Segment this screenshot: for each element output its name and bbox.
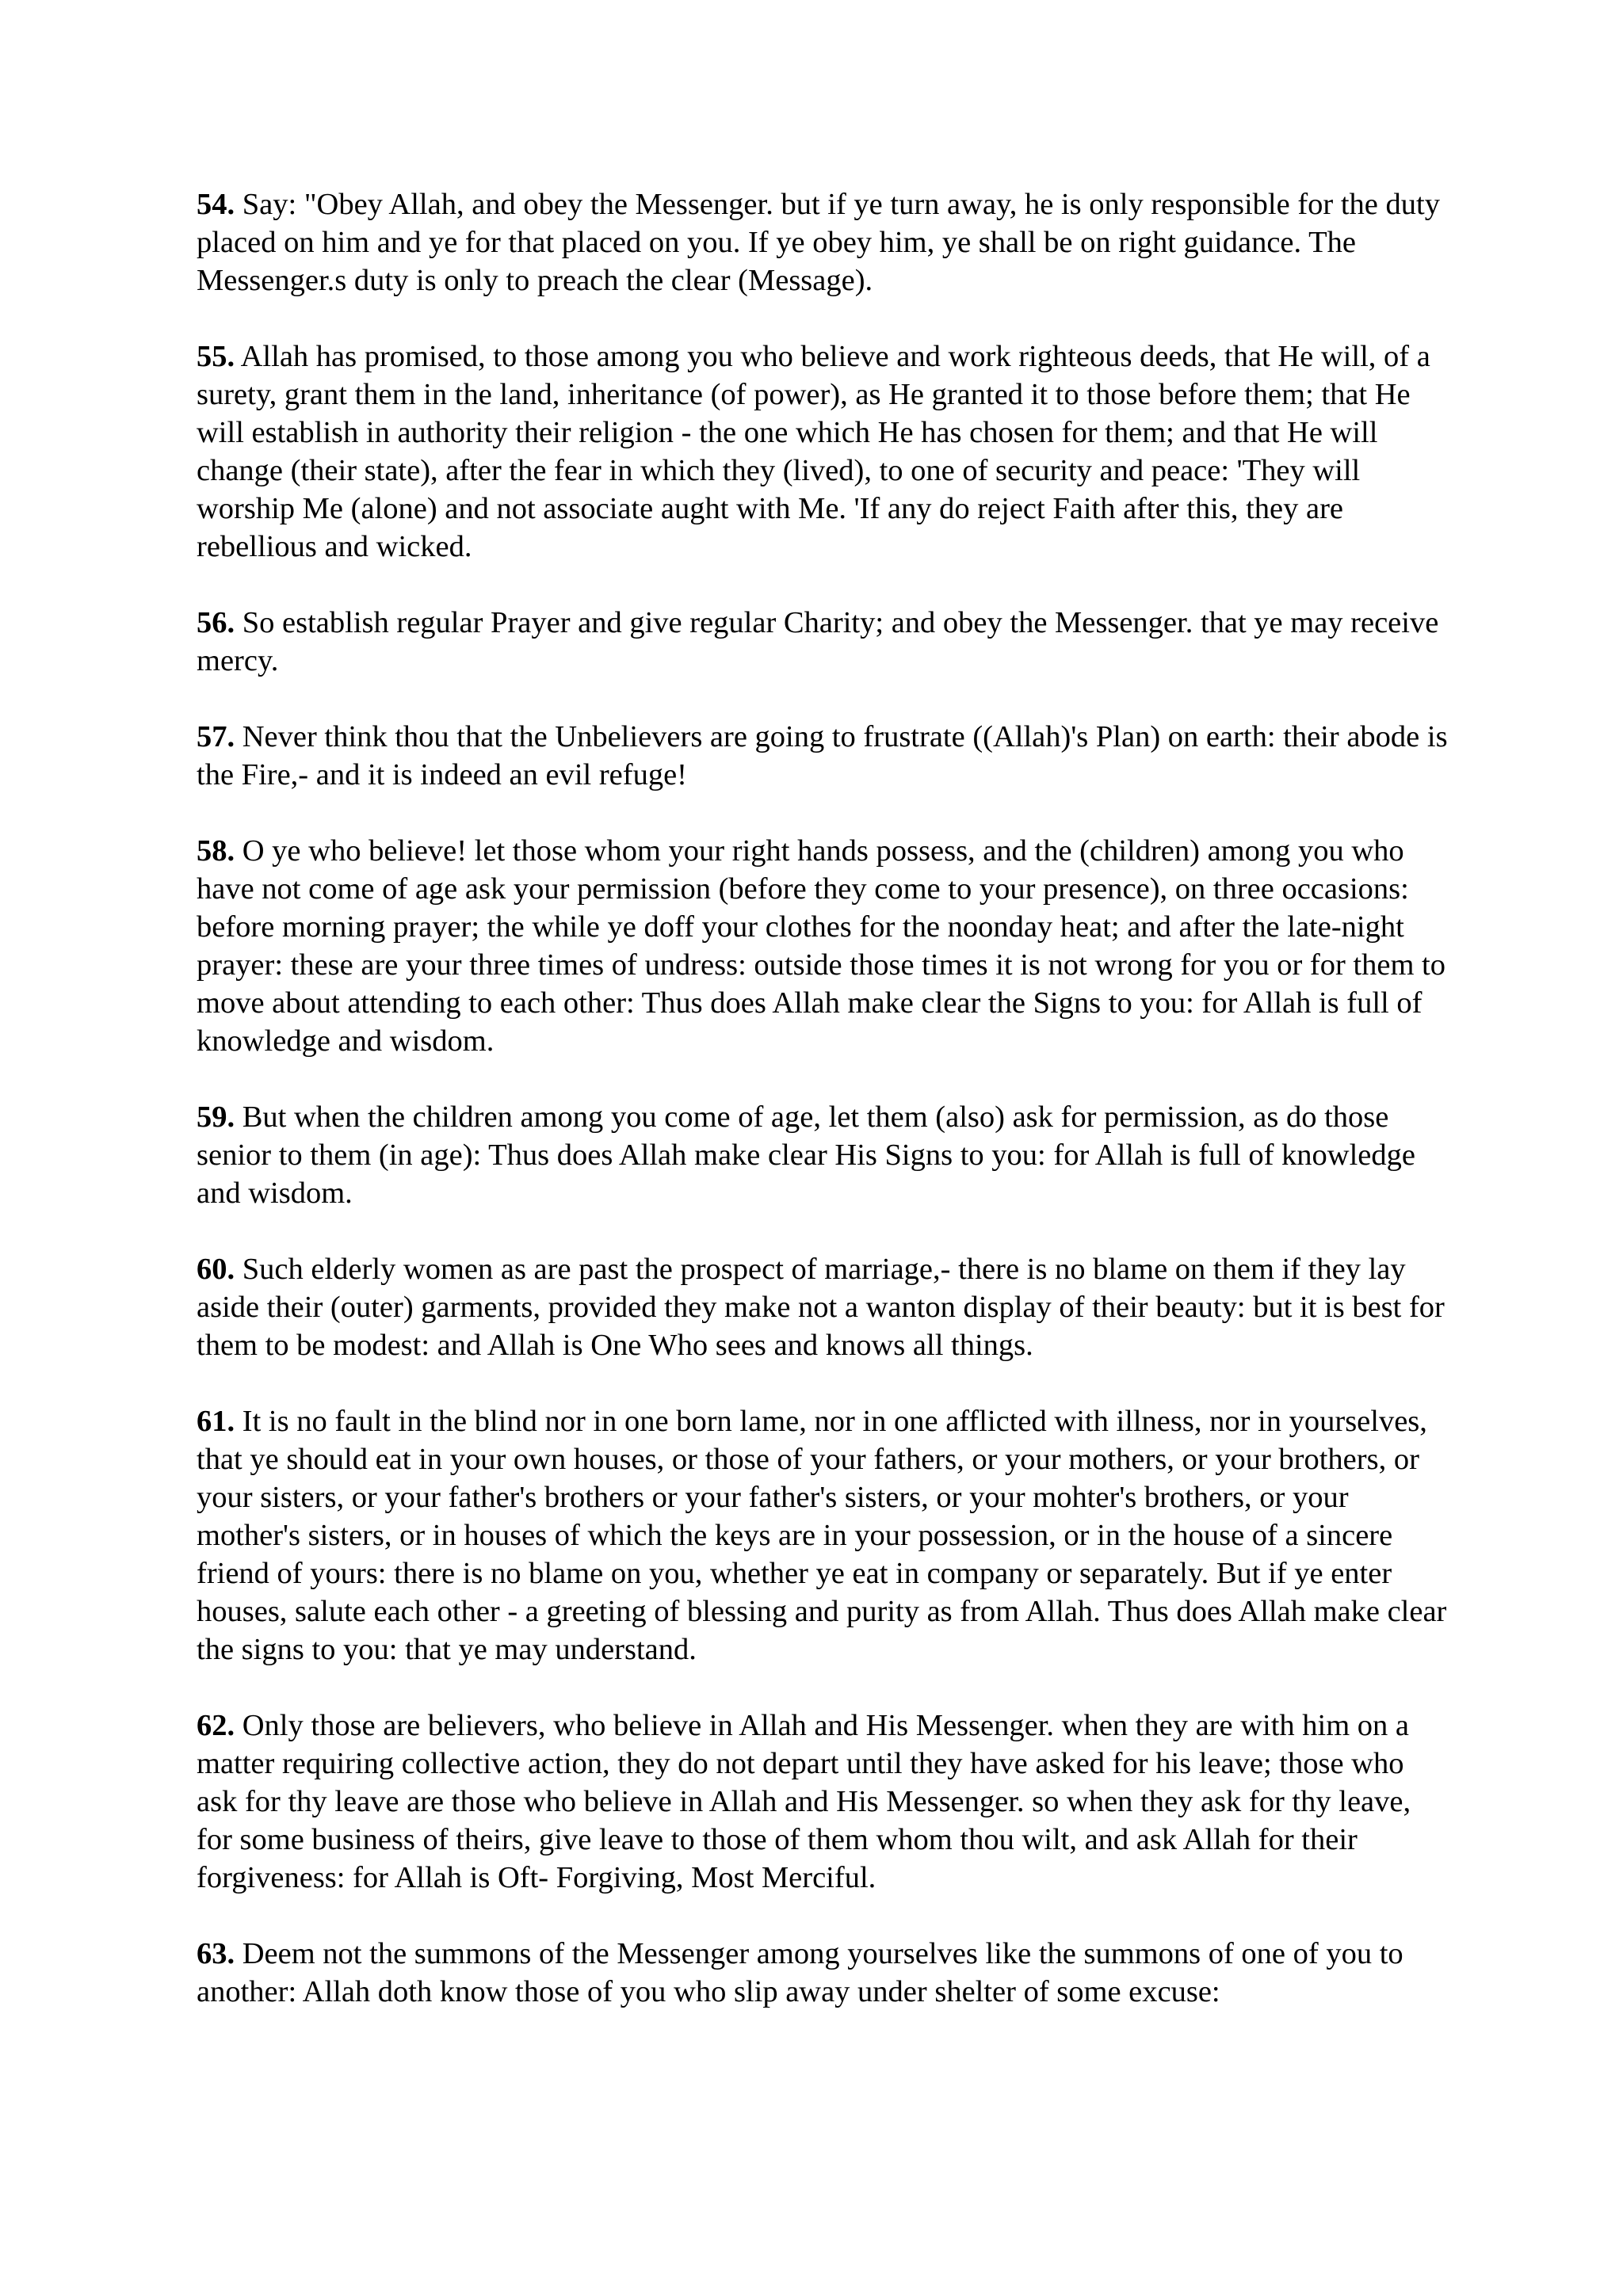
verse-text: Deem not the summons of the Messenger among yourselves like the summons of one of you to another: Allah doth know those of you who slip away under shelter of some excuse: <box>197 1937 1403 2008</box>
verse-text: Say: "Obey Allah, and obey the Messenger. but if ye turn away, he is only responsible for the duty placed on him and ye for that placed on you. If ye obey him, ye shall be on right guidance. The Messenger.s duty is only to preach the clear (Message). <box>197 188 1440 297</box>
verse-text: But when the children among you come of age, let them (also) ask for permission, as do those senior to them (in age): Thus does Allah make clear His Signs to you: for Allah is full of knowledge and wisdom. <box>197 1100 1415 1210</box>
verse-number: 62. <box>197 1709 235 1742</box>
verse-58 <box>197 832 1449 1060</box>
verse-number: 60. <box>197 1253 235 1286</box>
verse-number: 59. <box>197 1100 235 1134</box>
verse-text: It is no fault in the blind nor in one born lame, nor in one afflicted with illness, nor in yourselves, that ye should eat in your own houses, or those of your fathers, or your mothers, or your brothers, or your sisters, or your father's brothers or your father's sisters, or your mohter's brothers, or your mother's sisters, or in houses of which the keys are in your possession, or in the house of a sincere friend of yours: there is no blame on you, whether ye eat in company or separately. But if ye enter houses, salute each other - a greeting of blessing and purity as from Allah. Thus does Allah make clear the signs to you: that ye may understand. <box>197 1405 1447 1666</box>
verse-number: 63. <box>197 1937 235 1970</box>
verse-text: O ye who believe! let those whom your right hands possess, and the (children) among you who have not come of age ask your permission (before they come to your presence), on three occasions: before morning prayer; the while ye doff your clothes for the noonday heat; and after the late-night prayer: these are your three times of undress: outside those times it is not wrong for you or for them to move about attending to each other: Thus does Allah make clear the Signs to you: for Allah is full of knowledge and wisdom. <box>197 834 1445 1058</box>
verse-number: 61. <box>197 1405 235 1438</box>
verse-62 <box>197 1707 1449 1897</box>
verse-59 <box>197 1098 1449 1212</box>
verse-54 <box>197 185 1449 299</box>
document-page <box>197 185 1449 2049</box>
verse-text: Such elderly women as are past the prospect of marriage,- there is no blame on them if they lay aside their (outer) garments, provided they make not a wanton display of their beauty: but it is best for them to be modest: and Allah is One Who sees and knows all things. <box>197 1253 1445 1362</box>
verse-number: 56. <box>197 606 235 639</box>
verse-text: Never think thou that the Unbelievers are going to frustrate ((Allah)'s Plan) on earth: their abode is the Fire,- and it is indeed an evil refuge! <box>197 720 1448 791</box>
verse-57 <box>197 718 1449 794</box>
verse-text: So establish regular Prayer and give regular Charity; and obey the Messenger. that ye may receive mercy. <box>197 606 1439 677</box>
verse-61 <box>197 1402 1449 1669</box>
verse-text: Allah has promised, to those among you who believe and work righteous deeds, that He will, of a surety, grant them in the land, inheritance (of power), as He granted it to those before them; that He will establish in authority their religion - the one which He has chosen for them; and that He will change (their state), after the fear in which they (lived), to one of security and peace: 'They will worship Me (alone) and not associate aught with Me. 'If any do reject Faith after this, they are rebellious and wicked. <box>197 340 1430 563</box>
verse-56 <box>197 604 1449 680</box>
verse-text: Only those are believers, who believe in Allah and His Messenger. when they are with him on a matter requiring collective action, they do not depart until they have asked for his leave; those who ask for thy leave are those who believe in Allah and His Messenger. so when they ask for thy leave, for some business of theirs, give leave to those of them whom thou wilt, and ask Allah for their forgiveness: for Allah is Oft- Forgiving, Most Merciful. <box>197 1709 1411 1894</box>
verse-number: 58. <box>197 834 235 868</box>
verse-63 <box>197 1935 1449 2011</box>
verse-number: 55. <box>197 340 235 373</box>
verse-55 <box>197 338 1449 566</box>
verse-number: 54. <box>197 188 235 221</box>
verse-number: 57. <box>197 720 235 753</box>
verse-60 <box>197 1250 1449 1364</box>
